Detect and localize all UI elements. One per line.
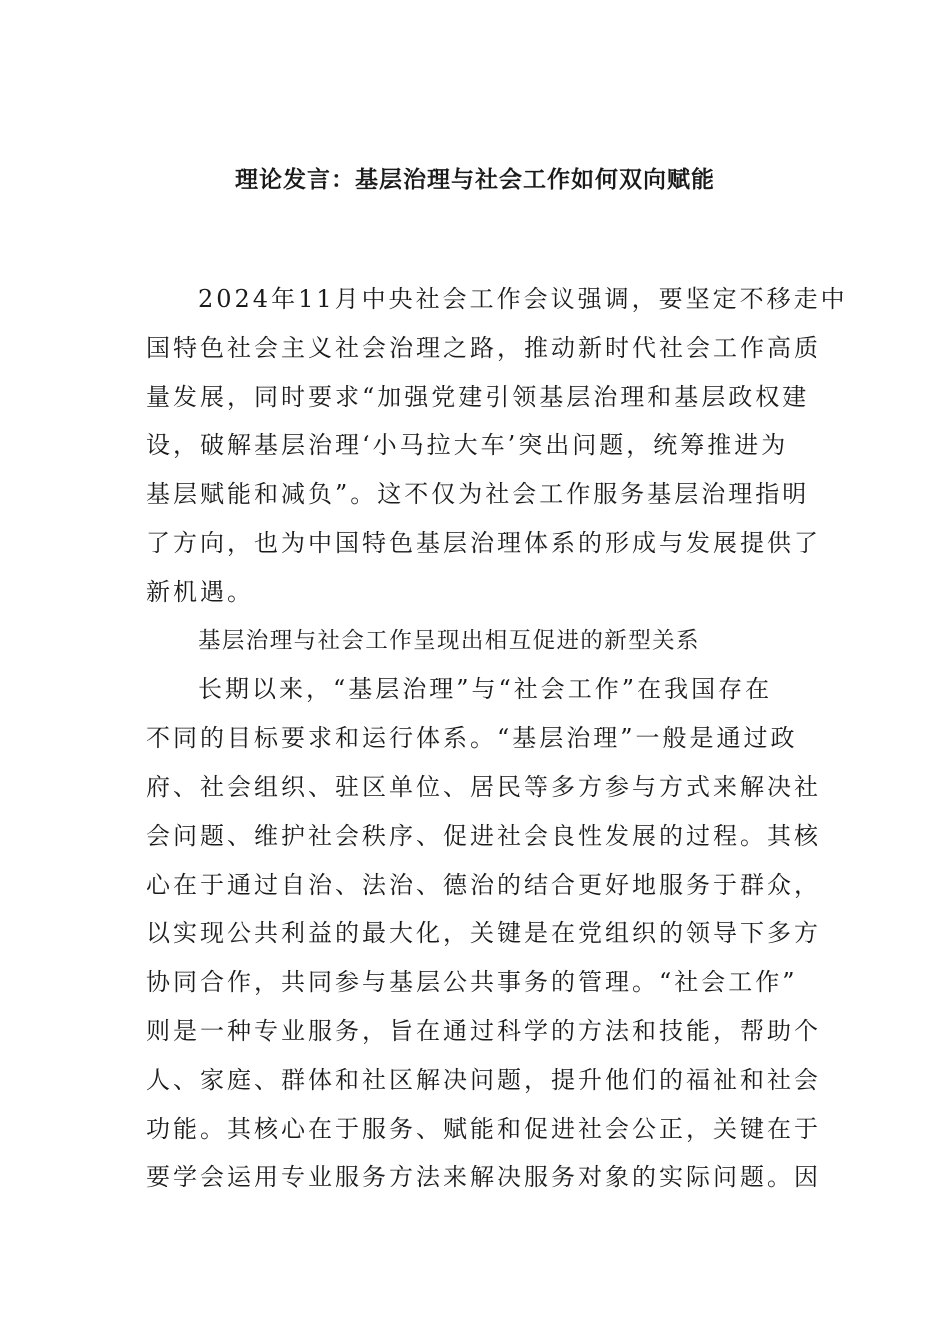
paragraph-1-line-2: 国特色社会主义社会治理之路，推动新时代社会工作高质 [146, 333, 821, 362]
section-heading: 基层治理与社会工作呈现出相互促进的新型关系 [198, 627, 700, 654]
paragraph-2-line-4: 会问题、维护社会秩序、促进社会良性发展的过程。其核 [146, 821, 821, 850]
paragraph-2-line-5: 心在于通过自治、法治、德治的结合更好地服务于群众， [146, 870, 821, 899]
paragraph-1-line-3: 量发展，同时要求“加强党建引领基层治理和基层政权建 [146, 382, 810, 411]
paragraph-1-line-5: 基层赋能和减负”。这不仅为社会工作服务基层治理指明 [146, 480, 810, 509]
paragraph-1-line-7: 新机遇。 [146, 577, 254, 606]
paragraph-2-line-3: 府、社会组织、驻区单位、居民等多方参与方式来解决社 [146, 772, 821, 801]
paragraph-1-line-6: 了方向，也为中国特色基层治理体系的形成与发展提供了 [146, 528, 821, 557]
paragraph-1-line-1: 2024年11月中央社会工作会议强调，要坚定不移走中 [198, 285, 848, 313]
paragraph-2-line-10: 功能。其核心在于服务、赋能和促进社会公正，关键在于 [146, 1114, 821, 1143]
paragraph-2-line-8: 则是一种专业服务，旨在通过科学的方法和技能，帮助个 [146, 1016, 821, 1045]
document-body [146, 275, 848, 1202]
paragraph-2-line-2: 不同的目标要求和运行体系。“基层治理”一般是通过政 [146, 724, 798, 753]
document-title: 理论发言：基层治理与社会工作如何双向赋能 [235, 167, 715, 193]
paragraph-2-line-7: 协同合作，共同参与基层公共事务的管理。“社会工作” [146, 968, 798, 997]
paragraph-2-line-6: 以实现公共利益的最大化，关键是在党组织的领导下多方 [146, 919, 821, 948]
paragraph-2-line-11: 要学会运用专业服务方法来解决服务对象的实际问题。因 [146, 1163, 821, 1192]
paragraph-2-line-1: 长期以来，“基层治理”与“社会工作”在我国存在 [198, 675, 773, 704]
paragraph-1-line-4: 设，破解基层治理‘小马拉大车’突出问题，统筹推进为 [146, 431, 789, 460]
paragraph-2-line-9: 人、家庭、群体和社区解决问题，提升他们的福祉和社会 [146, 1065, 821, 1094]
